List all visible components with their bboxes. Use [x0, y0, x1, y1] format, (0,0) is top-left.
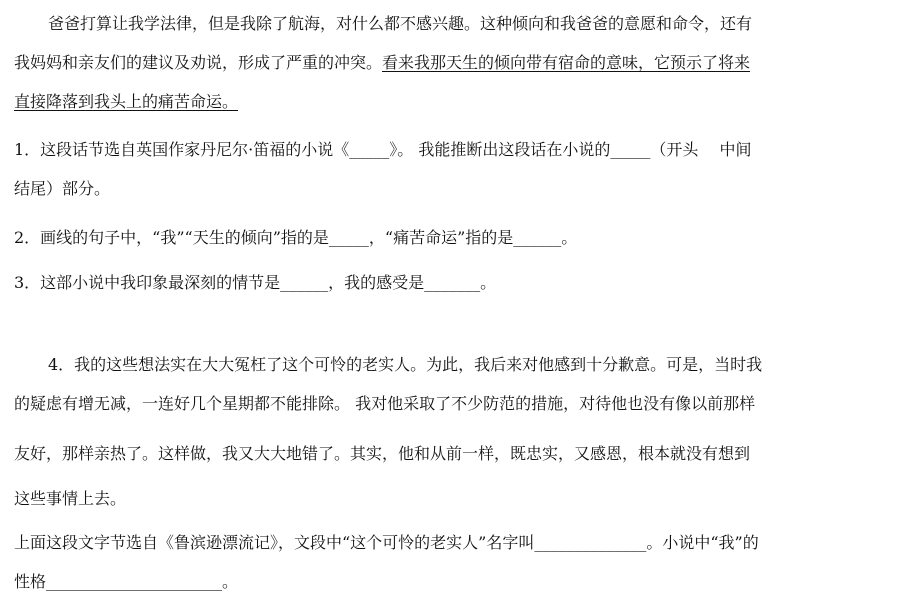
passage-1-line-1: 爸爸打算让我学法律，但是我除了航海，对什么都不感兴趣。这种倾向和我爸爸的意愿和命令，还有 [48, 14, 753, 33]
passage-2-line-2: 的疑虑有增无减，一连好几个星期都不能排除。 我对他采取了不少防范的措施，对待他也没有像以前那样 [14, 394, 756, 413]
passage-2-line-3: 友好，那样亲热了。这样做，我又大大地错了。其实，他和从前一样，既忠实，又感恩，根本就没有想到 [14, 444, 751, 463]
question-2: 2．画线的句子中，“我”“天生的倾向”指的是_____，“痛苦命运”指的是______。 [14, 228, 578, 247]
passage-2-line-4: 这些事情上去。 [14, 489, 127, 508]
passage-1-line-2 [14, 53, 750, 73]
question-1-line-1: 1．这段话节选自英国作家丹尼尔·笛福的小说《_____》。 我能推断出这段话在小说的_____（开头 中间 [14, 140, 752, 159]
question-1-line-2: 结尾）部分。 [14, 179, 111, 198]
passage-2-line-1: 4．我的这些想法实在大大冤枉了这个可怜的老实人。为此，我后来对他感到十分歉意。可是，当时我 [48, 355, 763, 374]
question-4-line-1: 上面这段文字节选自《鲁滨逊漂流记》，文段中“这个可怜的老实人”名字叫______________。小说中“我”的 [14, 533, 759, 552]
question-3: 3．这部小说中我印象最深刻的情节是______，我的感受是_______。 [14, 273, 497, 292]
underlined-sentence-part-2: 直接降落到我头上的痛苦命运。 [14, 92, 239, 111]
underlined-sentence-part-1: 看来我那天生的倾向带有宿命的意味，它预示了将来 [382, 53, 751, 72]
passage-1-line-2-plain: 我妈妈和亲友们的建议及劝说，形成了严重的冲突。 [14, 53, 383, 72]
question-4-line-2: 性格______________________。 [14, 572, 239, 591]
